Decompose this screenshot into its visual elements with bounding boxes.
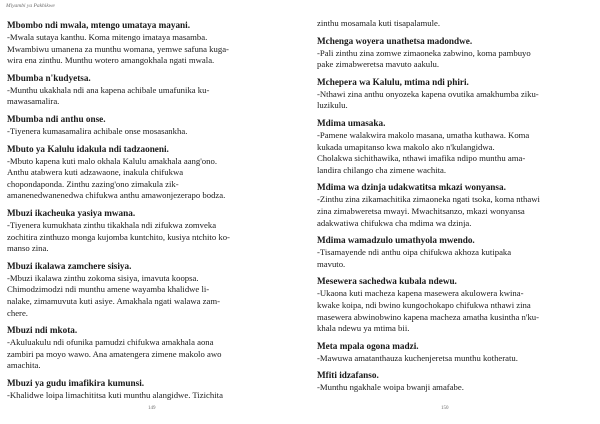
proverb-entry bbox=[7, 323, 283, 372]
explanation-line: nalake, zimamuvuta kuti asiye. Amakhala ngati walawa zam- bbox=[7, 295, 221, 306]
explanation-line: landira chilango cha zimene wachita. bbox=[317, 164, 447, 175]
proverb-heading: Mbuzi ikalawa zamchere sisiya. bbox=[7, 260, 132, 271]
explanation-line: amanenedwanenedwa chifukwa anthu amawonjezerapo bodza. bbox=[7, 190, 226, 201]
explanation-line: -Munthu ngakhale woipa bwanji amafabe. bbox=[317, 382, 464, 393]
explanation-line: zina zimabweretsa mwayi. Mwachitsanzo, mkazi wonyansa bbox=[317, 205, 525, 216]
proverb-entry bbox=[317, 368, 597, 394]
explanation-line: khala ndewu ya mtima bii. bbox=[317, 323, 410, 334]
explanation-line: kwake koipa, ndi bwino kungochokapo chifukwa nthawi zina bbox=[317, 299, 531, 310]
explanation-line: adakwatiwa chifukwa cha mdima wa dzinja. bbox=[317, 217, 472, 228]
explanation-line: mavuto. bbox=[317, 258, 346, 269]
proverb-heading: Mbombo ndi mwala, mtengo umataya mayani. bbox=[7, 20, 190, 30]
explanation-line: -Tisamayende ndi anthu oipa chifukwa akhoza kutipaka bbox=[317, 247, 512, 258]
proverb-entry bbox=[317, 34, 597, 71]
proverb-heading: Mchepera wa Kalulu, mtima ndi phiri. bbox=[317, 76, 469, 87]
proverb-entry bbox=[7, 259, 283, 319]
explanation-line: Chimodzimodzi ndi munthu amene wayamba khalidwe li- bbox=[7, 284, 210, 295]
explanation-line: -Mbuto kapena kuti malo okhala Kalulu amakhala aang'ono. bbox=[7, 155, 218, 166]
proverb-heading: Mesewera sachedwa kubala ndewu. bbox=[317, 276, 457, 287]
explanation-line: kukada umapitanso kwa makolo ako n'kulangidwa. bbox=[317, 141, 495, 152]
explanation-line: Mwambiwu umanena za munthu womana, yemwe safuna kuga- bbox=[7, 43, 229, 54]
proverb-heading: Mbuto ya Kalulu idakula ndi tadzaoneni. bbox=[7, 143, 169, 154]
right-page bbox=[300, 0, 600, 424]
explanation-line: luzikulu. bbox=[317, 100, 348, 111]
explanation-line: -Pamene walakwira makolo masana, umatha kuthawa. Koma bbox=[317, 129, 530, 140]
running-header: Miyambi ya Pakhikwe bbox=[6, 3, 55, 9]
proverb-entry bbox=[317, 75, 597, 112]
explanation-line: mawasamalira. bbox=[7, 96, 60, 107]
explanation-line: wira ena zinthu. Munthu wotero amangokhala ngati mwala. bbox=[7, 55, 215, 66]
page-number: 149 bbox=[148, 406, 156, 411]
proverb-entry bbox=[7, 376, 283, 402]
proverb-entry bbox=[317, 116, 597, 176]
proverb-heading: Mdima wamadzulo umathyola mwendo. bbox=[317, 235, 475, 246]
proverb-heading: Mbuzi ndi mkota. bbox=[7, 325, 78, 336]
explanation-line: Cholakwa sichithawika, nthawi imafika ndipo munthu ama- bbox=[317, 153, 526, 164]
proverb-entry bbox=[7, 142, 283, 202]
proverb-heading: Mdima umasaka. bbox=[317, 117, 386, 128]
explanation-line: -Mwala sutaya kanthu. Koma mitengo imataya masamba. bbox=[7, 32, 208, 42]
explanation-line: -Munthu ukakhala ndi ana kapena achibale umafunika ku- bbox=[7, 84, 210, 95]
proverb-entry bbox=[7, 18, 283, 67]
proverb-heading: Meta mpala ogona madzi. bbox=[317, 340, 419, 351]
explanation-line: -Mbuzi ikalawa zinthu zokoma sisiya, imavuta koopsa. bbox=[7, 272, 199, 283]
right-column bbox=[317, 18, 597, 398]
proverb-entry bbox=[7, 206, 283, 255]
page-number: 150 bbox=[441, 406, 449, 411]
proverb-heading: Mchenga woyera unathetsa madondwe. bbox=[317, 35, 473, 46]
explanation-line: -Mawuwa amatanthauza kuchenjeretsa munthu kotheratu. bbox=[317, 352, 518, 363]
explanation-line: -Tiyenera kumukhata zinthu tikakhala ndi zifukwa zomveka bbox=[7, 219, 217, 230]
explanation-line: chopondaponda. Zinthu zazing'ono zimakula zik- bbox=[7, 178, 179, 189]
left-column bbox=[7, 18, 283, 405]
explanation-line: -Zinthu zina zikamachitika zimaoneka ngati tsoka, koma nthawi bbox=[317, 194, 540, 205]
explanation-line: -Ukaona kuti macheza kapena masewera akulowera kwina- bbox=[317, 288, 524, 299]
explanation-line: manso zina. bbox=[7, 243, 49, 254]
proverb-heading: Mfiti idzafanso. bbox=[317, 370, 379, 381]
explanation-line: zambiri pa moyo wawo. Ana amatengera zimene makolo awo bbox=[7, 348, 222, 359]
explanation-line: -Khalidwe loipa limachititsa kuti munthu alangidwe. Tizichita bbox=[7, 389, 223, 400]
explanation-line: zinthu mosamala kuti tisapalamule. bbox=[317, 18, 441, 28]
proverb-heading: Mbuzi ikacheuka yasiya mwana. bbox=[7, 207, 136, 218]
explanation-line: pake zimabweretsa mavuto aakulu. bbox=[317, 59, 440, 70]
proverb-heading: Mdima wa dzinja udakwatitsa mkazi wonyansa. bbox=[317, 182, 506, 193]
explanation-line: -Tiyenera kumasamalira achibale onse mosasankha. bbox=[7, 125, 188, 136]
proverb-heading: Mbuzi ya gudu imafikira kumunsi. bbox=[7, 377, 145, 388]
explanation-line: masewera abwinobwino kapena macheza amatha kusintha n'ku- bbox=[317, 311, 540, 322]
proverb-entry bbox=[317, 339, 597, 365]
proverb-entry bbox=[317, 180, 597, 229]
proverb-entry bbox=[317, 18, 597, 30]
explanation-line: amachita. bbox=[7, 360, 41, 371]
proverb-entry bbox=[7, 71, 283, 108]
explanation-line: zochitira zinthuzo monga kujomba kuntchito, kusiya ntchito ko- bbox=[7, 231, 230, 242]
proverb-entry bbox=[317, 233, 597, 270]
explanation-line: -Akuluakulu ndi ofunika pamudzi chifukwa amakhala aona bbox=[7, 337, 214, 348]
proverb-heading: Mbumba n'kudyetsa. bbox=[7, 72, 91, 83]
explanation-line: -Nthawi zina anthu onyozeka kapena ovutika amakhumba ziku- bbox=[317, 88, 539, 99]
proverb-heading: Mbumba ndi anthu onse. bbox=[7, 113, 106, 124]
explanation-line: -Pali zinthu zina zomwe zimaoneka zabwino, koma pambuyo bbox=[317, 47, 531, 58]
explanation-line: chere. bbox=[7, 307, 28, 318]
explanation-line: Anthu atabwera kuti adzawaone, inakula chifukwa bbox=[7, 167, 184, 178]
proverb-entry bbox=[7, 112, 283, 138]
proverb-entry bbox=[317, 274, 597, 334]
